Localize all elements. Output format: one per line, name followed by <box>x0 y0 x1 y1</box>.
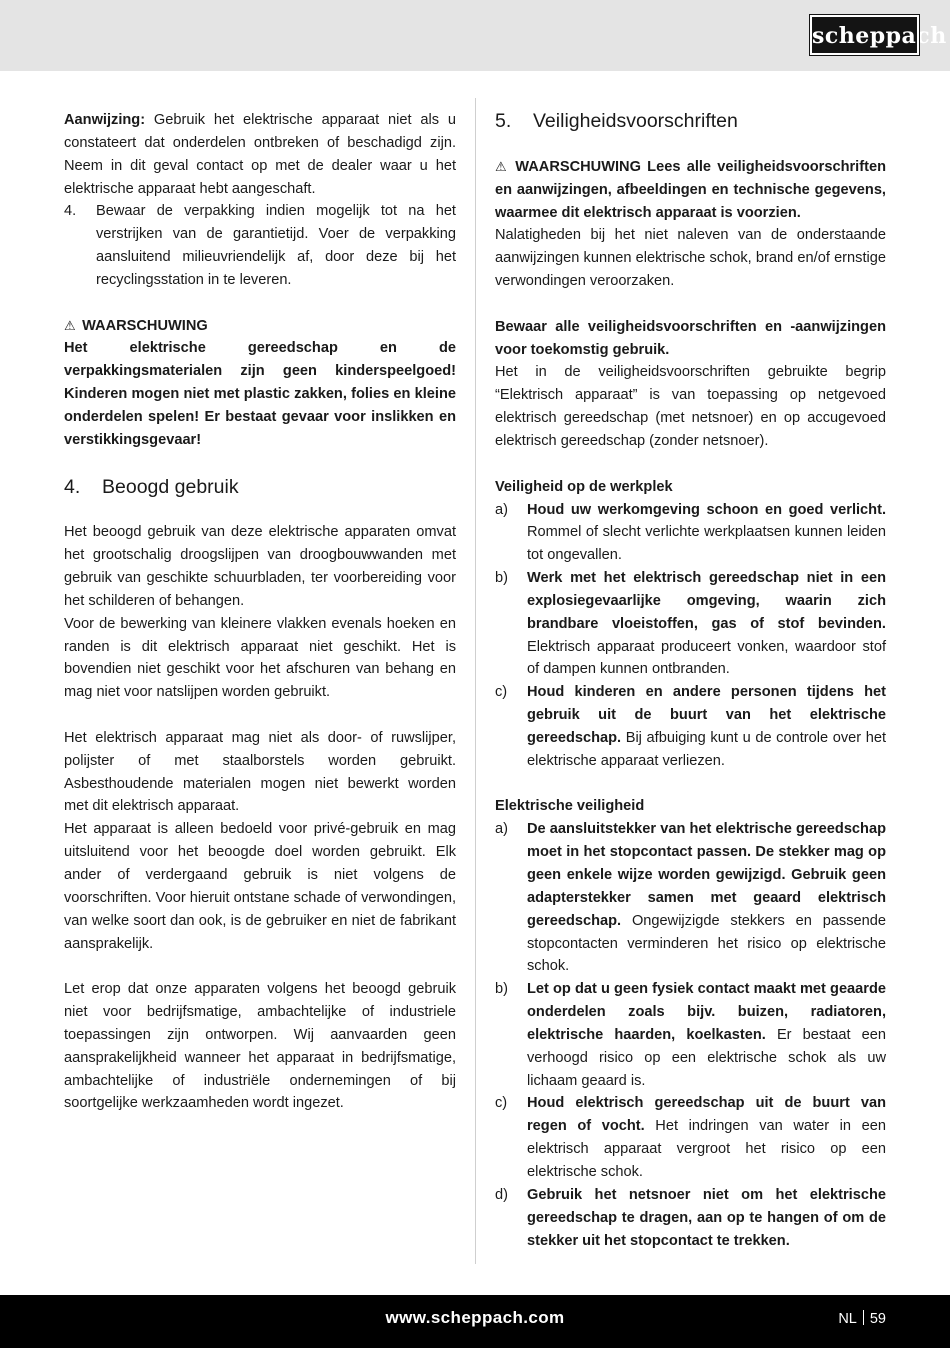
warning-bold-text: WAARSCHUWING Lees alle veiligheidsvoorschriften en aanwijzingen, afbeeldingen en technische gegevens, waarmee dit elektrisch apparaat is voorzien. <box>495 158 886 221</box>
brand-logo: scheppach <box>810 15 919 55</box>
list-item <box>495 818 886 978</box>
paragraph: Het apparaat is alleen bedoeld voor privé-gebruik en mag uitsluitend voor het beoogde doel worden gebruikt. Elk ander of verdergaand gebruik is niet volgens de voorschriften. Voor hieruit ontstane schade of verwondingen, van welke soort dan ook, is de gebruiker en niet de fabrikant aansprakelijk. <box>64 821 456 952</box>
list-text <box>527 681 886 772</box>
list-bold-text: Houd uw werkomgeving schoon en goed verlicht. <box>527 501 886 518</box>
warning-title: WAARSCHUWING <box>82 317 208 334</box>
list-text <box>527 1184 886 1253</box>
list-text <box>527 499 886 568</box>
left-column <box>64 109 456 1115</box>
list-item <box>495 1184 886 1253</box>
list-item <box>495 978 886 1092</box>
list-item <box>495 1092 886 1183</box>
paragraph: Het elektrisch apparaat mag niet als door- of ruwslijper, polijster of met staalborstels worden gebruikt. Asbesthoudende materialen mogen niet bewerkt worden met dit elektrisch apparaat. <box>64 729 456 815</box>
list-item-4 <box>64 200 456 291</box>
list-label: b) <box>495 981 508 998</box>
website-url: www.scheppach.com <box>385 1308 565 1327</box>
list-normal-text: Rommel of slecht verlichte werkplaatsen kunnen leiden tot ongevallen. <box>527 524 886 564</box>
list-label: d) <box>495 1186 508 1203</box>
list-item <box>495 681 886 772</box>
list-bold-text: Houd elektrisch gereedschap uit de buurt van regen of vocht. <box>527 1095 886 1135</box>
list-text <box>527 1092 886 1183</box>
list-text <box>527 567 886 681</box>
list-bold-text: Houd kinderen en andere personen tijdens het gebruik uit de buurt van het elektrische gereedschap. <box>527 684 886 746</box>
list-text <box>527 818 886 978</box>
warning-text: Het elektrische gereedschap en de verpakkingsmaterialen zijn geen kinderspeelgoed! Kinderen mogen niet met plastic zakken, folies en kleine onderdelen spelen! Er bestaat gevaar voor inslikken en verstikkingsgevaar! <box>64 340 456 448</box>
section-title: Beoogd gebruik <box>102 475 239 498</box>
list-normal-text: Ongewijzigde stekkers en passende stopcontacten verminderen het risico op elektrische schok. <box>527 912 886 975</box>
note-label: Aanwijzing: <box>64 112 146 128</box>
paragraph: Het beoogd gebruik van deze elektrische apparaten omvat het grootschalig droogslijpen van droogbouwwanden met gebruik van geschikte schuurbladen, ter voorbereiding voor het schilderen of behangen. <box>64 524 456 609</box>
language-code: NL <box>838 1311 857 1327</box>
note-paragraph <box>64 109 456 200</box>
separator <box>863 1310 864 1325</box>
list-bold-text: Let op dat u geen fysiek contact maakt met geaarde onderdelen zoals bijv. buizen, radiatoren, elektrische haarden, koelkasten. <box>527 981 886 1043</box>
list-bold-text: Werk met het elektrisch gereedschap niet in een explosiegevaarlijke omgeving, waarin zich brandbare vloeistoffen, gas of stof bevinden. <box>527 570 886 632</box>
list-bold-text: Gebruik het netsnoer niet om het elektrische gereedschap te dragen, aan op te hangen of om de stekker uit het stopcontact te trekken. <box>527 1186 886 1249</box>
section-number: 4. <box>64 475 81 498</box>
keep-instructions: Bewaar alle veiligheidsvoorschriften en -aanwijzingen voor toekomstig gebruik. <box>495 318 886 358</box>
subheading-electrical: Elektrische veiligheid <box>495 798 645 815</box>
list-number: 4. <box>64 203 77 220</box>
list-label: a) <box>495 501 508 518</box>
electrical-safety-list <box>495 818 886 1252</box>
column-divider <box>475 98 476 1264</box>
warning-heading <box>64 315 456 338</box>
warning-bold <box>495 156 886 225</box>
list-label: a) <box>495 821 508 838</box>
list-normal-text: Het indringen van water in een elektrisch apparaat vergroot het risico op een elektrische schok. <box>527 1118 886 1180</box>
list-bold-text: De aansluitstekker van het elektrische gereedschap moet in het stopcontact passen. De stekker mag op geen enkele wijze worden gewijzigd. Gebruik geen adapterstekker samen met geaard elektrisch gereedschap. <box>527 821 886 929</box>
list-normal-text: Elektrisch apparaat produceert vonken, waardoor stof of dampen kunnen ontbranden. <box>527 638 886 678</box>
workplace-safety-list <box>495 499 886 773</box>
section-number: 5. <box>495 110 512 132</box>
list-normal-text: Bij afbuiging kunt u de controle over het elektrische apparaat verliezen. <box>527 729 886 769</box>
warning-triangle-icon: ⚠ <box>64 317 76 333</box>
warning-text: Nalatigheden bij het niet naleven van de onderstaande aanwijzingen kunnen elektrische schok, brand en/of ernstige verwondingen veroorzaken. <box>495 227 886 290</box>
page-indicator <box>838 1310 886 1327</box>
paragraph: Voor de bewerking van kleinere vlakken evenals hoeken en randen is dit elektrisch apparaat niet geschikt. Het is bovendien niet geschikt voor het afschuren van behang en mag niet voor natslijpen worden gebruikt. <box>64 615 456 701</box>
list-item <box>495 499 886 568</box>
subheading-workplace: Veiligheid op de werkplek <box>495 478 673 495</box>
term-definition: Het in de veiligheidsvoorschriften gebruikte begrip “Elektrisch apparaat” is van toepassing op netgevoed elektrisch gereedschap (met netsnoer) en op accugevoed elektrisch gereedschap (zonder netsnoer). <box>495 364 886 449</box>
list-text: Bewaar de verpakking indien mogelijk tot na het verstrijken van de garantietijd. Voer de verpakking aansluitend milieuvriendelijk af, door deze bij het recyclingsstation in te leveren. <box>96 203 456 288</box>
right-column <box>495 109 886 1252</box>
list-text <box>527 978 886 1092</box>
header-band <box>0 0 950 71</box>
paragraph: Let erop dat onze apparaten volgens het beoogd gebruik niet voor bedrijfsmatige, ambachtelijke of industriele toepassingen zijn ontworpen. Wij aanvaarden geen aansprakelijkheid wanneer het apparaat in bedrijfsmatige, ambachtelijke of industriële ondernemingen of bij soortgelijke werkzaamheden wordt ingezet. <box>64 981 456 1112</box>
list-label: b) <box>495 570 508 587</box>
section-heading-5 <box>495 110 886 132</box>
section-heading-4 <box>64 476 456 498</box>
footer <box>0 1295 950 1348</box>
section-title: Veiligheidsvoorschriften <box>533 110 738 132</box>
note-text: Gebruik het elektrische apparaat niet als u constateert dat onderdelen ontbreken of beschadigd zijn. Neem in dit geval contact op met de dealer waar u het elektrische apparaat hebt aangeschaft. <box>64 112 456 197</box>
list-item <box>495 567 886 681</box>
warning-triangle-icon: ⚠ <box>495 158 507 174</box>
list-label: c) <box>495 1095 508 1112</box>
list-label: c) <box>495 684 508 701</box>
list-normal-text: Er bestaat een verhoogd risico op een elektrische schok als uw lichaam geaard is. <box>527 1026 886 1089</box>
page-number: 59 <box>869 1311 886 1327</box>
